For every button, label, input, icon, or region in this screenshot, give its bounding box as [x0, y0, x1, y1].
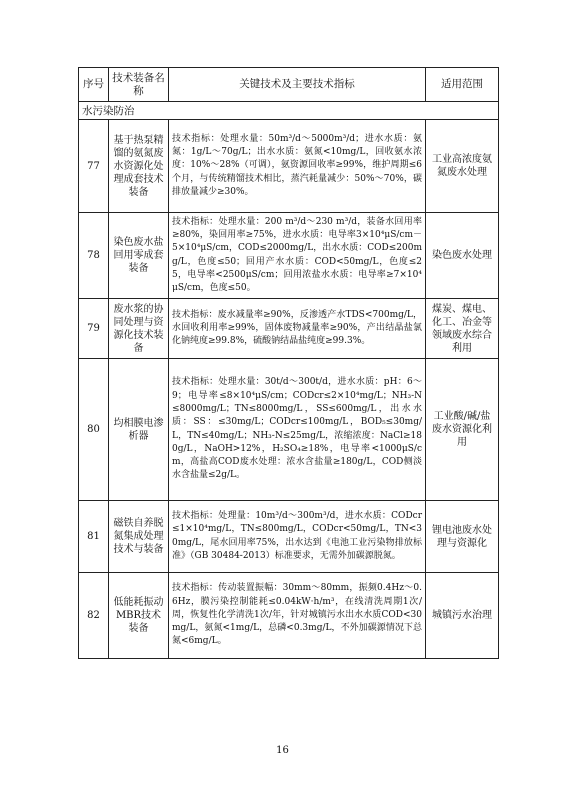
- equipment-name: 染色废水盐回用零成套装备: [109, 213, 169, 299]
- table-row: [79, 573, 499, 659]
- row-number: 78: [79, 213, 109, 299]
- application-scope: 锂电池废水处理与资源化: [426, 501, 499, 573]
- header-name: 技术装备名称: [109, 68, 169, 102]
- application-scope: 工业酸/碱/盐废水资源化利用: [426, 359, 499, 501]
- row-number: 82: [79, 573, 109, 659]
- technical-specs: 技术指标：处理水量：200 m³/d～230 m³/d，装备水回用率≥80%，染回用率≥75%，进水水质：电导率3×10⁴μS/cm－5×10⁴μS/cm，COD≤2000mg/L，出水水质：COD≤200mg/L，色度≤50；回用产水水质：COD<50mg/L，色度≤25，电导率<2500μS/cm；回用浓盐水水质：电导率≥7×10⁴μS/cm，色度≤50。: [169, 213, 426, 299]
- application-scope: 工业高浓度氨氮废水处理: [426, 120, 499, 213]
- table-header-row: [79, 68, 499, 102]
- technical-specs: 技术指标：处理水量：30t/d～300t/d，进水水质：pH：6～9；电导率≤8×10⁴μS/cm；CODcr≤2×10⁴mg/L；NH₃-N≤8000mg/L；TN≤8000mg/L，SS≤600mg/L，出水水质：SS：≤30mg/L；CODcr≤100mg/L，BOD₅≤30mg/L，TN≤40mg/L；NH₃-N≤25mg/L，浓缩浓度：NaCl≥180g/L，NaOH>12%，H₂SO₄≥18%，电导率<1000μS/cm，高盐高COD废水处理：浓水含盐量≥180g/L，COD侧淡水含盐量≤2g/L。: [169, 359, 426, 501]
- equipment-name: 基于热泵精馏的氨氮废水资源化处理成套技术装备: [109, 120, 169, 213]
- application-scope: 煤炭、煤电、化工、冶金等领域废水综合利用: [426, 299, 499, 359]
- row-number: 77: [79, 120, 109, 213]
- table-row: [79, 120, 499, 213]
- row-number: 80: [79, 359, 109, 501]
- header-scope: 适用范围: [426, 68, 499, 102]
- equipment-name: 均相膜电渗析器: [109, 359, 169, 501]
- table-row: [79, 299, 499, 359]
- equipment-name: 磁铁自养脱氮集成处理技术与装备: [109, 501, 169, 573]
- section-row: [79, 102, 499, 120]
- page-number: 16: [276, 745, 289, 756]
- technical-specs: 技术指标：处理量：10m³/d～300m³/d，进水水质：CODcr≤1×10⁴mg/L，TN≤800mg/L，CODcr<50mg/L，TN<30mg/L，尾水回用率75%，出水达到《电池工业污染物排放标准》（GB 30484-2013）标准要求，无需外加碳源脱氮。: [169, 501, 426, 573]
- technical-specs: 技术指标：废水减量率≥90%，反渗透产水TDS<700mg/L，水回收利用率≥99%，固体废物减量率≥90%，产出结晶盐氯化钠纯度≥99.8%，硫酸钠结晶盐纯度≥99.3%。: [169, 299, 426, 359]
- application-scope: 城镇污水治理: [426, 573, 499, 659]
- row-number: 79: [79, 299, 109, 359]
- technical-specs: 技术指标：传动装置振幅：30mm～80mm，振频0.4Hz～0.6Hz，膜污染控制能耗≤0.04kW·h/m³，在线清洗周期1次/周，恢复性化学清洗1次/年，针对城镇污水出水水质COD<30mg/L，氨氮<1mg/L，总磷<0.3mg/L，不外加碳源情况下总氮<6mg/L。: [169, 573, 426, 659]
- section-title: 水污染防治: [79, 102, 499, 120]
- application-scope: 染色废水处理: [426, 213, 499, 299]
- equipment-name: 废水浆的协同处理与资源化技术装备: [109, 299, 169, 359]
- header-tech: 关键技术及主要技术指标: [169, 68, 426, 102]
- equipment-name: 低能耗振动MBR技术装备: [109, 573, 169, 659]
- header-no: 序号: [79, 68, 109, 102]
- technical-specs: 技术指标：处理水量：50m³/d～5000m³/d；进水水质：氨氮：1g/L～70g/L；出水水质：氨氮<10mg/L，回收氨水浓度：10%～28%（可调），氨资源回收率≥99%，维护周期≤6个月，与传统精馏技术相比，蒸汽耗量减少：50%～70%，碳排放量减少≥30%。: [169, 120, 426, 213]
- technology-table: [78, 67, 499, 659]
- table-row: [79, 213, 499, 299]
- row-number: 81: [79, 501, 109, 573]
- table-row: [79, 359, 499, 501]
- table-row: [79, 501, 499, 573]
